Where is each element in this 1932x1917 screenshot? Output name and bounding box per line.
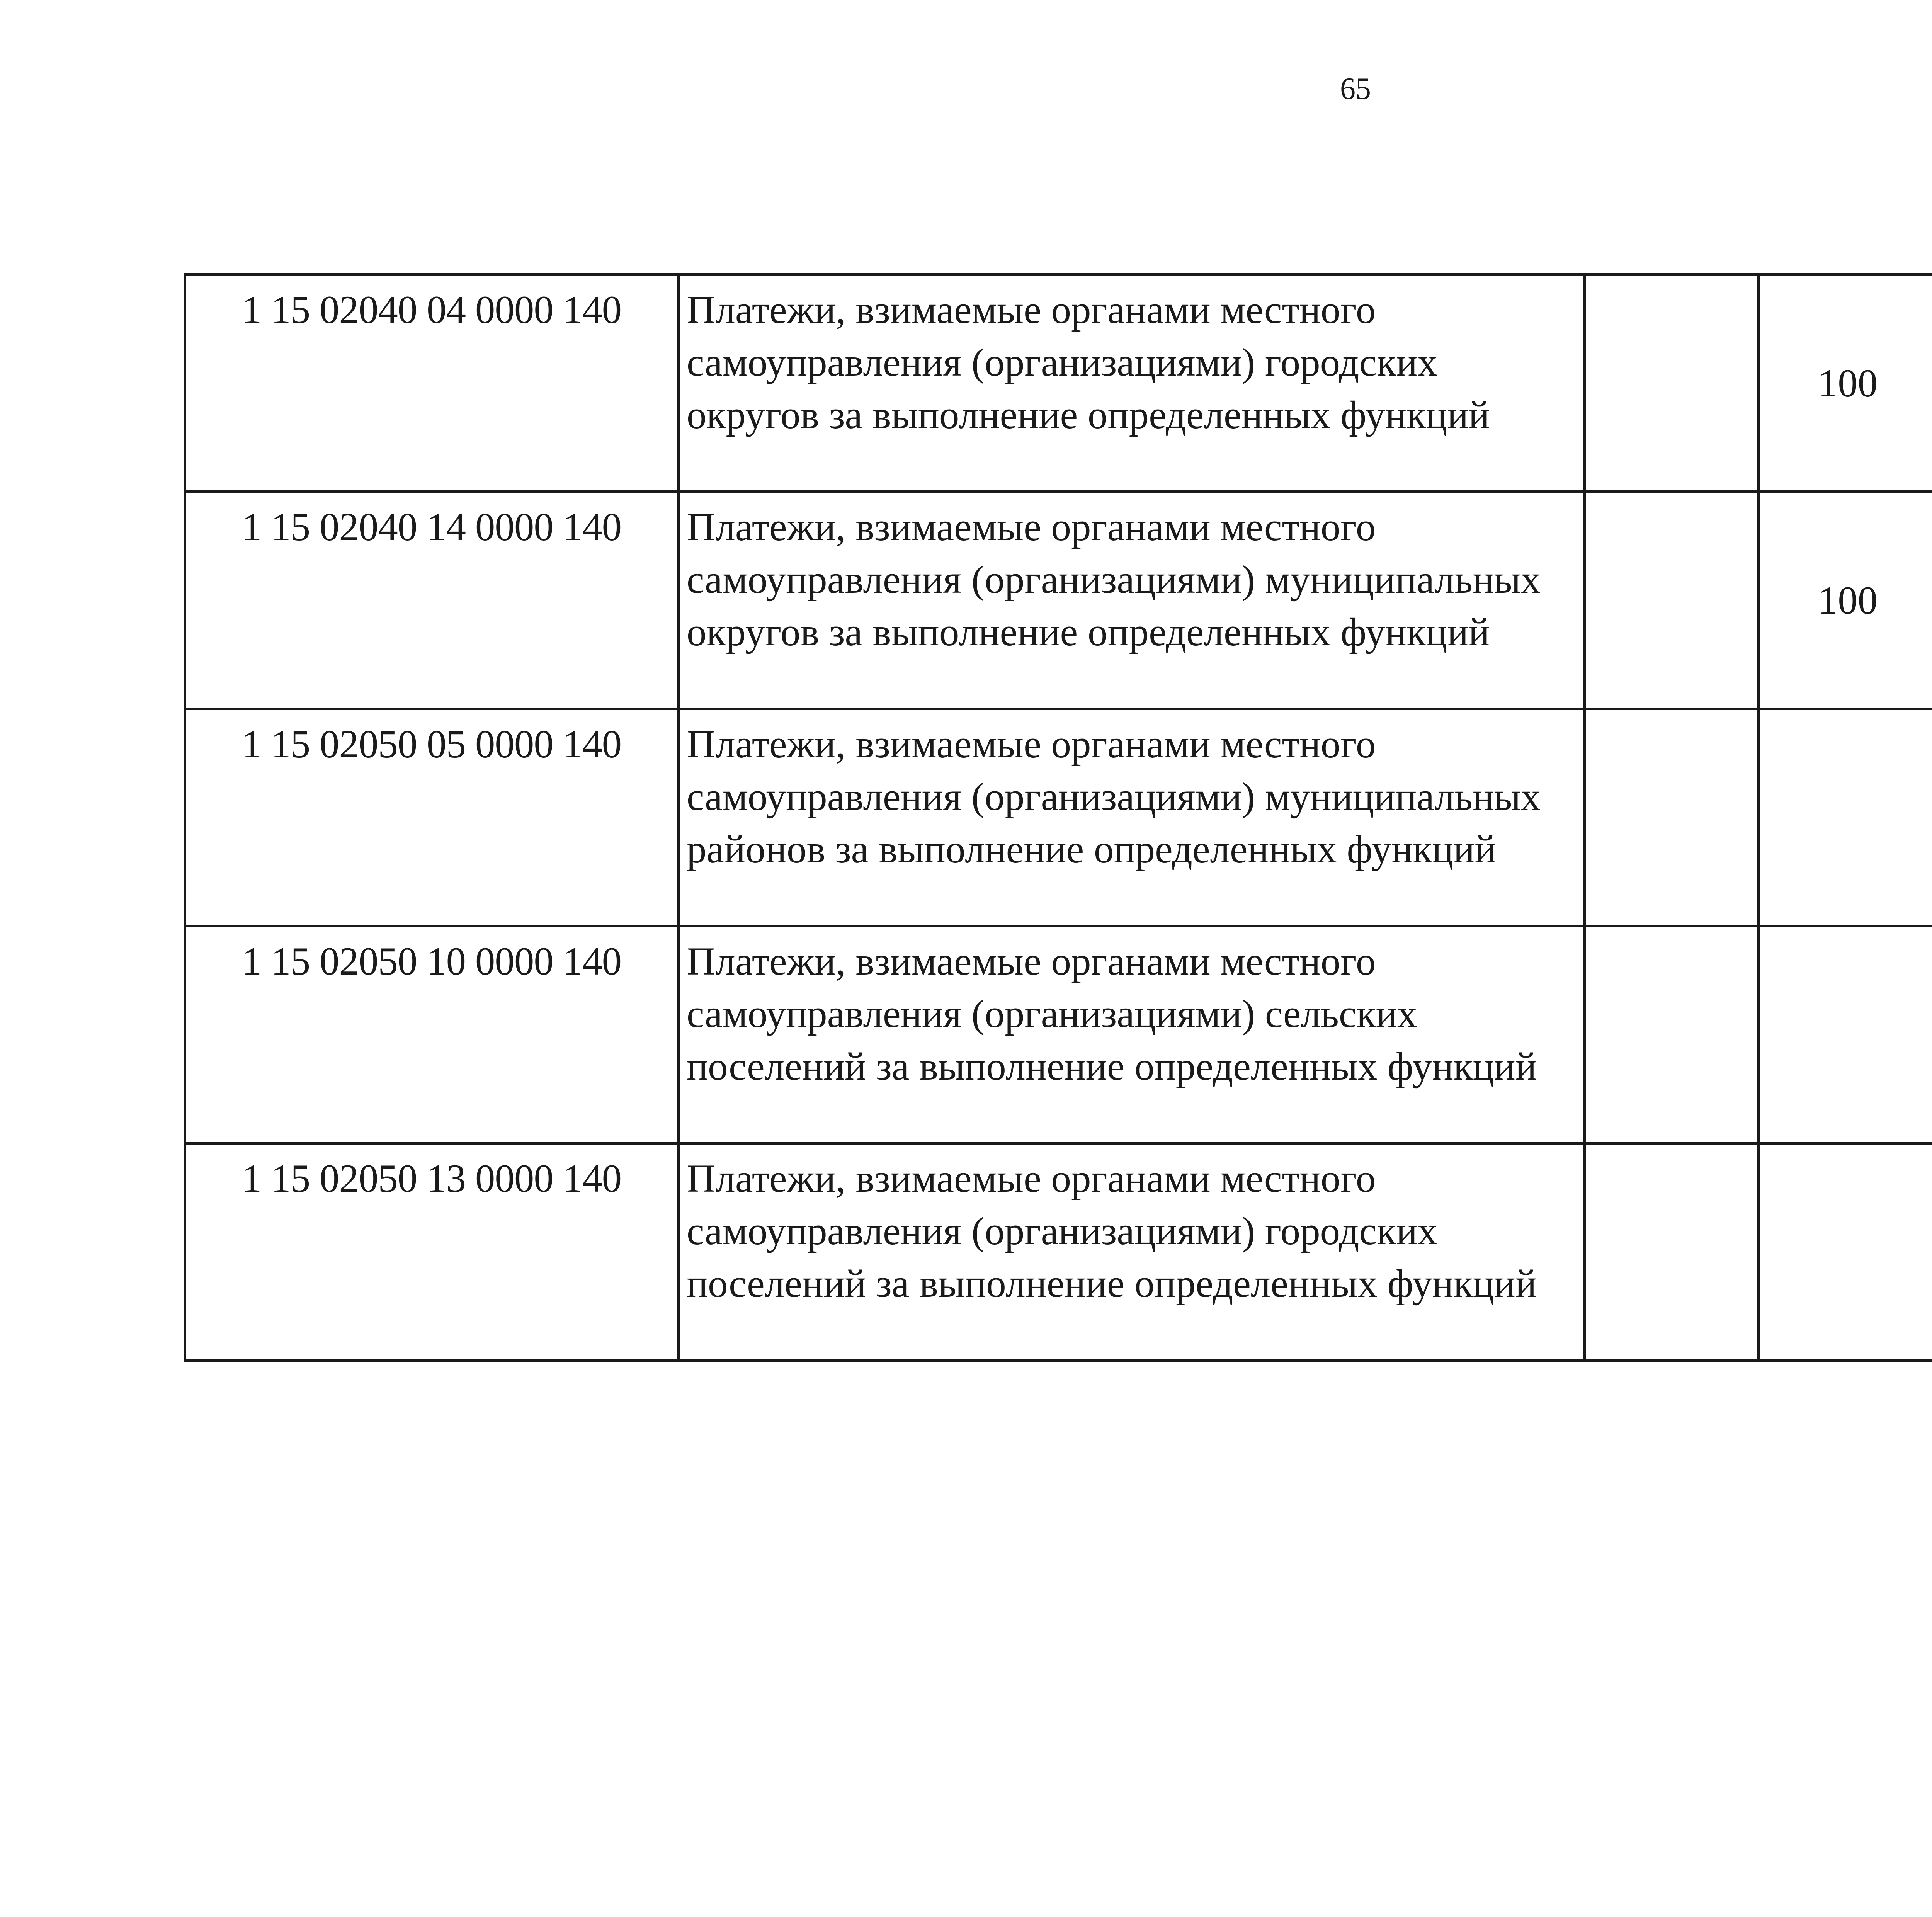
revenue-name-cell: Платежи, взимаемые органами местного самоуправления (организациями) городских поселений за выполнение определенных функций — [679, 1143, 1585, 1361]
value-cell — [1585, 492, 1759, 709]
budget-code-cell: 1 15 02040 04 0000 140 — [185, 275, 679, 492]
value-cell — [1585, 1143, 1759, 1361]
revenue-name-cell: Платежи, взимаемые органами местного самоуправления (организациями) муниципальных округов за выполнение определенных функций — [679, 492, 1585, 709]
value-cell — [1759, 709, 1932, 926]
table-row — [185, 492, 1932, 709]
value-cell — [1759, 926, 1932, 1143]
budget-code-cell: 1 15 02050 13 0000 140 — [185, 1143, 679, 1361]
revenue-distribution-table — [184, 273, 1932, 1362]
value-cell — [1585, 275, 1759, 492]
table-row — [185, 1143, 1932, 1361]
table-row — [185, 275, 1932, 492]
value-cell — [1759, 1143, 1932, 1361]
budget-code-cell: 1 15 02040 14 0000 140 — [185, 492, 679, 709]
revenue-name-cell: Платежи, взимаемые органами местного самоуправления (организациями) муниципальных районов за выполнение определенных функций — [679, 709, 1585, 926]
revenue-name-cell: Платежи, взимаемые органами местного самоуправления (организациями) городских округов за выполнение определенных функций — [679, 275, 1585, 492]
budget-code-cell: 1 15 02050 05 0000 140 — [185, 709, 679, 926]
value-cell — [1585, 709, 1759, 926]
value-cell: 100 — [1759, 275, 1932, 492]
revenue-name-cell: Платежи, взимаемые органами местного самоуправления (организациями) сельских поселений за выполнение определенных функций — [679, 926, 1585, 1143]
value-cell — [1585, 926, 1759, 1143]
budget-code-cell: 1 15 02050 10 0000 140 — [185, 926, 679, 1143]
page-number: 65 — [1340, 72, 1371, 106]
table-row — [185, 926, 1932, 1143]
value-cell: 100 — [1759, 492, 1932, 709]
table-row — [185, 709, 1932, 926]
